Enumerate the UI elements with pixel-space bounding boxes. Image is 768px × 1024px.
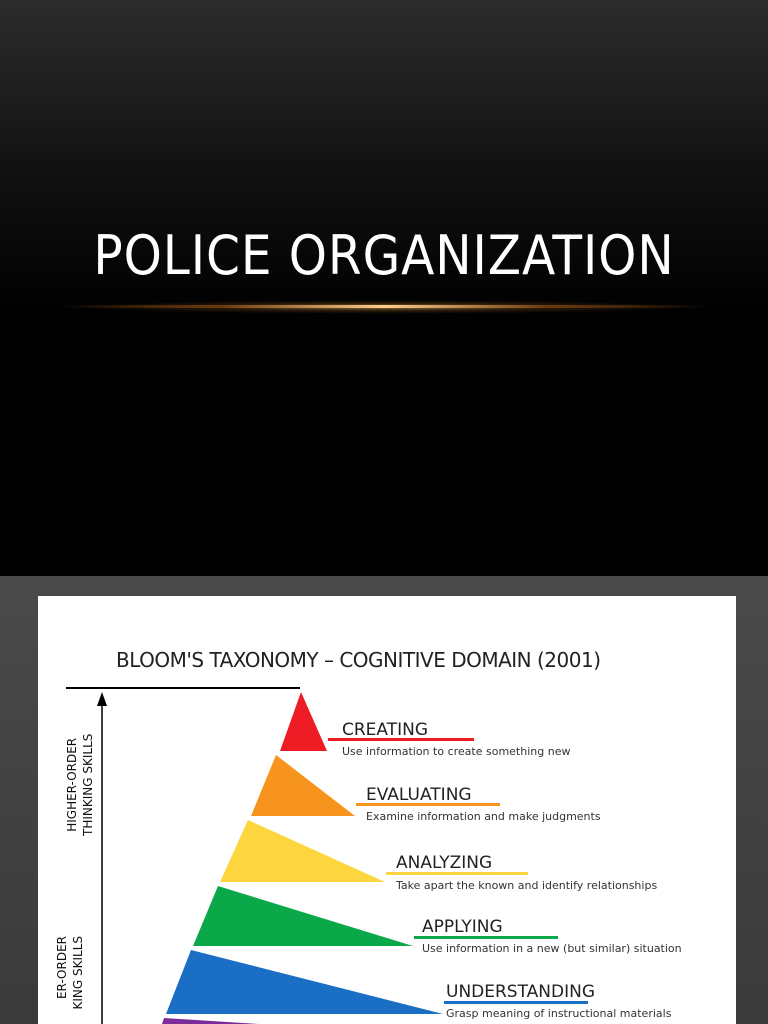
level-applying-name: APPLYING (422, 917, 503, 937)
lower-order-line2: KING SKILLS (71, 936, 85, 1010)
blooms-slide (0, 576, 768, 1024)
arrow-head (97, 692, 107, 706)
higher-order-line1: HIGHER-ORDER (65, 737, 79, 832)
lower-order-label (54, 936, 86, 1024)
tier-understanding (166, 950, 443, 1014)
level-evaluating-name: EVALUATING (366, 785, 472, 805)
level-understanding-desc: Grasp meaning of instructional materials (446, 1007, 672, 1020)
diagram-heading: BLOOM'S TAXONOMY – COGNITIVE DOMAIN (2001) (116, 648, 601, 672)
level-applying-desc: Use information in a new (but similar) situation (422, 942, 682, 955)
higher-order-label (64, 734, 96, 836)
tier-evaluating (251, 755, 355, 816)
slide-title: POLICE ORGANIZATION (93, 224, 675, 287)
lower-order-line1: ER-ORDER (55, 936, 69, 1000)
level-creating-desc: Use information to create something new (342, 745, 571, 758)
level-analyzing-desc: Take apart the known and identify relationships (396, 879, 658, 892)
title-underline (60, 305, 708, 308)
level-creating-name: CREATING (342, 720, 429, 740)
level-analyzing-name: ANALYZING (396, 853, 493, 873)
level-understanding-name: UNDERSTANDING (446, 982, 595, 1002)
blooms-diagram (38, 596, 736, 1024)
level-evaluating-desc: Examine information and make judgments (366, 810, 601, 823)
tier-creating (280, 692, 327, 751)
tier-analyzing (220, 820, 385, 882)
tier-applying (193, 886, 413, 946)
tier-remembering (158, 1018, 448, 1024)
higher-order-line2: THINKING SKILLS (81, 733, 95, 836)
